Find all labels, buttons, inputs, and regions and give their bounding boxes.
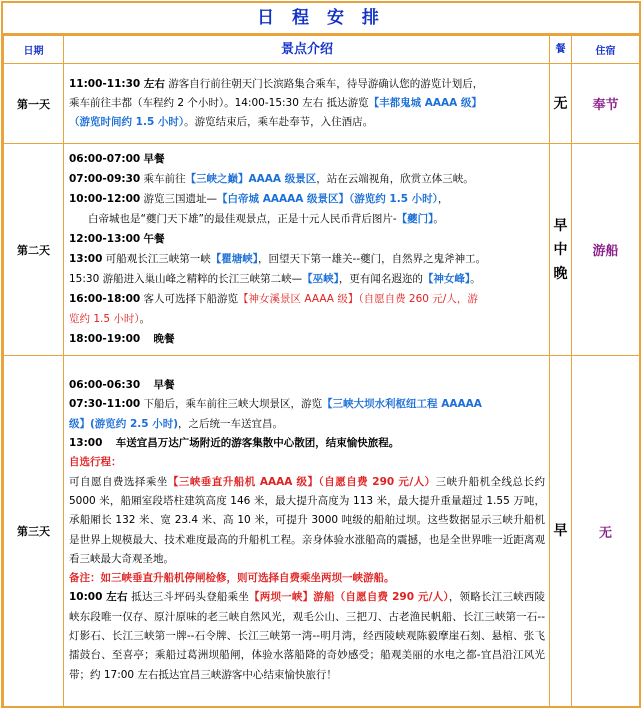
itinerary-sheet — [1, 1, 641, 708]
day2-time-lunch: 12:00-13:00 — [69, 233, 141, 245]
day1-text2: 乘车前往丰都（车程约 2 个小时）。14:00-15:30 左右 抵达游览 — [69, 96, 369, 109]
day3-breakfast: 早餐 — [153, 379, 175, 392]
day2-text3a: 游览三国遗址— — [143, 193, 218, 205]
day2-text3c: ， — [437, 193, 449, 205]
day3-time-boarding: 10:00 左右 — [69, 591, 128, 604]
day2-spot-qutang: 【瞿塘峡】 — [210, 253, 259, 265]
day3-time-breakfast: 06:00-06:30 — [69, 379, 141, 392]
table-row-day2 — [4, 144, 640, 356]
day3-text2a: 下船后，乘车前往三峡大坝景区，游览 — [143, 398, 323, 411]
day1-spot-fengdu: 【丰都鬼城 AAAA 级】 — [368, 96, 482, 109]
day3-note: 备注：如三峡垂直升船机停闸检修，则可选择自费乘坐两坝一峡游船。 — [69, 572, 395, 585]
day3-time4: 13:00 — [69, 437, 103, 450]
day2-spot-kuimen: 【夔门】 — [396, 213, 434, 225]
day2-time6: 13:00 — [69, 253, 103, 265]
day2-duration9: 览约 1.5 小时） — [69, 313, 140, 325]
day2-text8a: 客人可选择下船游览 — [143, 293, 239, 305]
day1-meal: 无 — [550, 64, 572, 144]
day3-time2: 07:30-11:00 — [69, 398, 141, 411]
day2-breakfast: 早餐 — [143, 153, 165, 165]
day3-opt2-text: ，领略长江三峡西陵峡东段唯一仅存、原汁原味的老三峡自然风光，观毛公山、三把刀、古老渔民帆船、长江三峡第一石--灯影石、长江三峡第一牌--石令牌、长江三峡第一湾--明月湾，经西陵峡观陈毅摩崖石刻、悬棺、张飞擂鼓台、至喜亭；乘船过葛洲坝船闸，体验水落船降的奇妙感受；船观美丽的水电之都-宜昌沿江风光带；约 17:00 左右抵达宜昌三峡游客中心结束愉快旅行！ — [69, 591, 545, 681]
day3-meal: 早 — [550, 356, 572, 707]
day2-text9b: 。 — [139, 313, 151, 325]
day2-stay: 游船 — [572, 144, 640, 356]
day2-text2a: 乘车前往 — [143, 173, 186, 185]
day2-lunch: 午餐 — [143, 233, 165, 245]
day3-optional-title: 自选行程： — [69, 456, 122, 469]
day1-stay: 奉节 — [572, 64, 640, 144]
day2-time3: 10:00-12:00 — [69, 193, 141, 205]
day2-text2c: ，站在云端视角，欣赏立体三峡。 — [316, 173, 474, 185]
day1-description — [64, 64, 550, 144]
day2-text4c: 。 — [433, 213, 444, 225]
day3-opt2-cruise: 【两坝一峡】游船（自愿自费 290 元/人） — [249, 591, 449, 604]
day3-stay: 无 — [572, 356, 640, 707]
day2-text7a: 游船进入巢山峰之精粹的长江三峡第二峡— — [102, 273, 303, 285]
day3-duration3: 级】(游览约 2.5 小时) — [69, 417, 179, 430]
day2-text6a: 可船观长江三峡第一峡 — [105, 253, 211, 265]
table-row-day1 — [4, 64, 640, 144]
day2-meal-breakfast: 早 — [553, 217, 568, 234]
day1-text3: 。游览结束后，乘车赴奉节，入住酒店。 — [184, 115, 374, 128]
page-title: 日 程 安 排 — [3, 3, 639, 35]
day2-spot-baidi: 【白帝城 AAAAA 级景区】（游览约 1.5 小时） — [217, 193, 438, 205]
day2-meal-lunch: 中 — [553, 241, 568, 258]
day2-spot-wuxia: 【巫峡】 — [302, 273, 339, 285]
day1-duration: （游览时间约 1.5 小时） — [69, 115, 185, 128]
day1-text1: 游客自行前往朝天门长滨路集合乘车，待导游确认您的游览计划后， — [168, 77, 484, 90]
day2-time8: 16:00-18:00 — [69, 293, 141, 305]
day2-spot-shennv: 【神女峰】 — [422, 273, 471, 285]
day2-time-dinner: 18:00-19:00 — [69, 333, 141, 345]
day3-text4: 车送宜昌万达广场附近的游客集散中心散团，结束愉快旅程。 — [115, 437, 400, 450]
day3-opt2-intro: 抵达三斗坪码头登船乘坐 — [127, 591, 250, 604]
day3-spot-dam: 【三峡大坝水利枢纽工程 AAAAA — [322, 398, 482, 411]
header-stay: 住宿 — [572, 36, 640, 64]
day3-label: 第三天 — [4, 356, 64, 707]
day2-meal — [550, 144, 572, 356]
day2-text4a: 白帝城也是“夔门天下雄”的最佳观景点，正是十元人民币背后图片- — [88, 213, 397, 225]
table-header-row — [4, 36, 640, 64]
day2-label: 第二天 — [4, 144, 64, 356]
day3-text3b: ，之后统一车送宜昌。 — [178, 417, 284, 430]
day2-text6c: ，回望天下第一雄关--夔门，自然界之鬼斧神工。 — [258, 253, 487, 265]
day2-meal-dinner: 晚 — [553, 265, 568, 282]
header-day: 日期 — [4, 36, 64, 64]
day3-opt1-text: 三峡升船机全线总长约 5000 米，船厢室段塔柱建筑高度 146 米，最大提升高度为 113 米，最大提升重量超过 1.55 万吨，承船厢长 132 米、宽 23.4 米、高 10 米，可提升 3000 吨级的船舶过坝。这些数据显示三峡升船机是世界上规模最大、技术难度最高的升船机工程。亲身体验水涨船高的震撼，也是全世界唯一近距离观看三峡最大奇观圣地。 — [69, 475, 545, 565]
header-spot: 景点介绍 — [64, 36, 550, 64]
day2-description — [64, 144, 550, 356]
day2-dinner: 晚餐 — [153, 333, 175, 345]
day3-opt1-intro: 可自愿自费选择乘坐 — [69, 475, 168, 488]
table-row-day3 — [4, 356, 640, 707]
day2-time2: 07:00-09:30 — [69, 173, 141, 185]
day3-opt1-ship-lift: 【三峡垂直升船机 AAAA 级】（自愿自费 290 元/人） — [167, 475, 436, 488]
header-meal: 餐 — [550, 36, 572, 64]
day1-label: 第一天 — [4, 64, 64, 144]
itinerary-table — [3, 35, 640, 707]
day2-time-breakfast: 06:00-07:00 — [69, 153, 141, 165]
day3-description — [64, 356, 550, 707]
day2-text7e: 。 — [470, 273, 481, 285]
day2-time7: 15:30 — [69, 273, 100, 285]
day2-spot-summit: 【三峡之巅】AAAA 级景区 — [185, 173, 317, 185]
day2-text7c: ，更有闻名遐迩的 — [338, 273, 423, 285]
day2-spot-shennvxi: 【神女溪景区 AAAA 级】（自愿自费 260 元/人，游 — [238, 293, 478, 305]
day1-time1: 11:00-11:30 左右 — [69, 77, 165, 90]
